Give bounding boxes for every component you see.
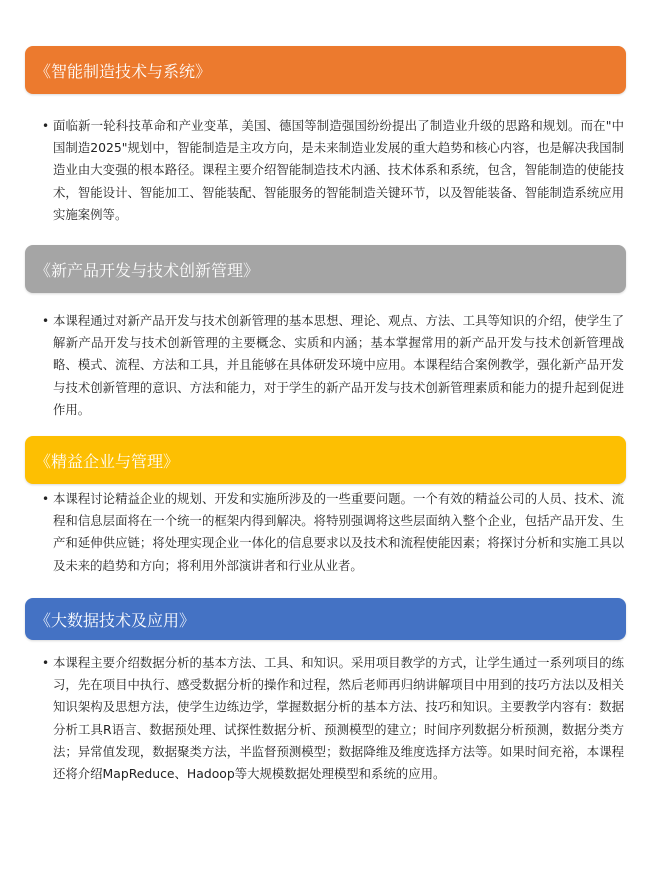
course-title: 《大数据技术及应用》 bbox=[35, 610, 196, 630]
course-title: 《智能制造技术与系统》 bbox=[35, 61, 212, 81]
course-description-list bbox=[25, 310, 626, 421]
course-section-lean-enterprise bbox=[25, 436, 626, 577]
course-section-new-product-development bbox=[25, 245, 626, 421]
list-item bbox=[25, 115, 626, 226]
course-section-intelligent-manufacturing bbox=[25, 46, 626, 226]
course-title: 《新产品开发与技术创新管理》 bbox=[35, 260, 260, 280]
bullet-icon: • bbox=[42, 119, 50, 133]
course-description: 本课程主要介绍数据分析的基本方法、工具、和知识。采用项目教学的方式，让学生通过一系列项目的练习，先在项目中执行、感受数据分析的操作和过程，然后老师再归纳讲解项目中用到的技巧方法以及相关知识架构及思想方法，使学生边练边学，掌握数据分析的基本方法、技巧和知识。主要教学内容有：数据分析工具R语言、数据预处理、试探性数据分析、预测模型的建立；时间序列数据分析预测，数据分类方法；异常值发现，数据聚类方法，半监督预测模型；数据降维及维度选择方法等。如果时间充裕，本课程还将介绍MapReduce、Hadoop等大规模数据处理模型和系统的应用。 bbox=[53, 655, 624, 782]
course-description-list bbox=[25, 488, 626, 577]
course-description-list bbox=[25, 115, 626, 226]
course-title-banner bbox=[25, 436, 626, 484]
course-title-banner bbox=[25, 598, 626, 640]
course-section-big-data bbox=[25, 598, 626, 785]
course-description: 本课程通过对新产品开发与技术创新管理的基本思想、理论、观点、方法、工具等知识的介绍，使学生了解新产品开发与技术创新管理的主要概念、实质和内涵；基本掌握常用的新产品开发与技术创新管理战略、模式、流程、方法和工具，并且能够在具体研发环境中应用。本课程结合案例教学，强化新产品开发与技术创新管理的意识、方法和能力，对于学生的新产品开发与技术创新管理素质和能力的提升起到促进作用。 bbox=[53, 313, 624, 417]
bullet-icon: • bbox=[42, 492, 50, 506]
list-item bbox=[25, 488, 626, 577]
bullet-icon: • bbox=[42, 314, 50, 328]
course-description: 面临新一轮科技革命和产业变革，美国、德国等制造强国纷纷提出了制造业升级的思路和规划。而在"中国制造2025"规划中，智能制造是主攻方向，是未来制造业发展的重大趋势和核心内容，也是解决我国制造业由大变强的根本路径。课程主要介绍智能制造技术内涵、技术体系和系统，包含，智能制造的使能技术，智能设计、智能加工、智能装配、智能服务的智能制造关键环节，以及智能装备、智能制造系统应用实施案例等。 bbox=[53, 118, 624, 222]
course-title: 《精益企业与管理》 bbox=[35, 451, 180, 471]
list-item bbox=[25, 310, 626, 421]
course-description: 本课程讨论精益企业的规划、开发和实施所涉及的一些重要问题。一个有效的精益公司的人员、技术、流程和信息层面将在一个统一的框架内得到解决。将特别强调将这些层面纳入整个企业，包括产品开发、生产和延伸供应链；将处理实现企业一体化的信息要求以及技术和流程使能因素；将探讨分析和实施工具以及未来的趋势和方向；将利用外部演讲者和行业从业者。 bbox=[53, 491, 624, 573]
course-description-list bbox=[25, 652, 626, 785]
bullet-icon: • bbox=[42, 656, 50, 670]
list-item bbox=[25, 652, 626, 785]
course-title-banner bbox=[25, 46, 626, 94]
course-title-banner bbox=[25, 245, 626, 293]
